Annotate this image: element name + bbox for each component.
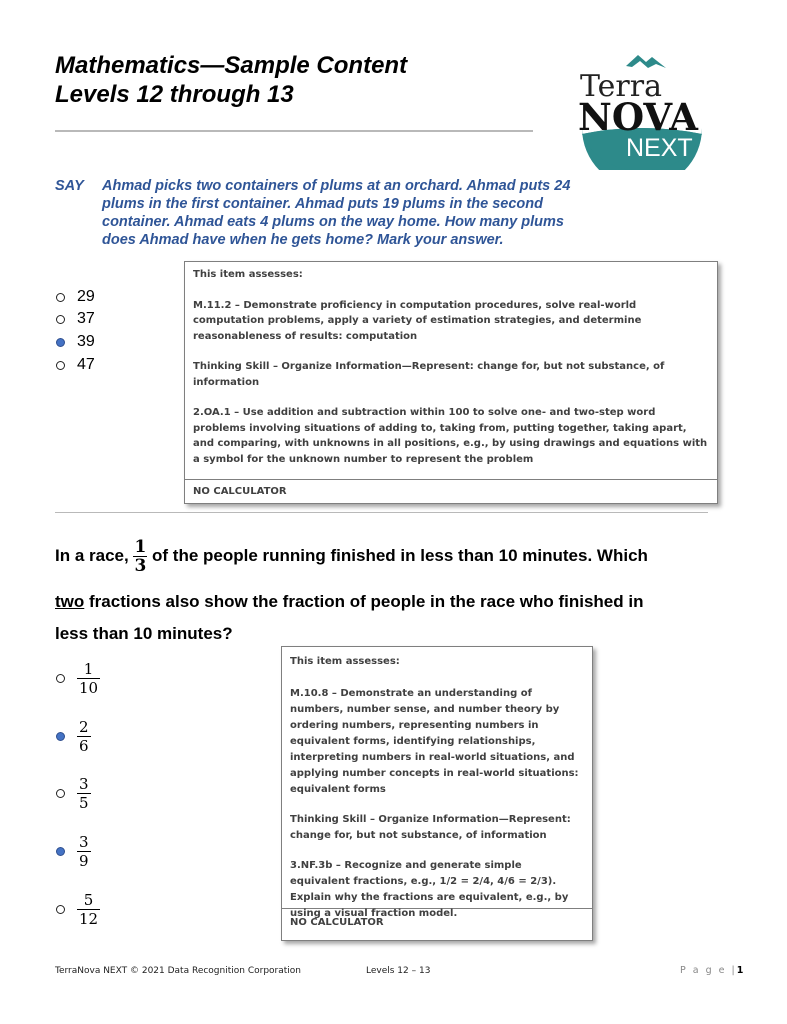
radio-filled-icon[interactable] — [56, 732, 65, 741]
calculator-note: NO CALCULATOR — [193, 486, 287, 497]
question-2-line-1 — [55, 538, 648, 575]
terranova-logo — [576, 52, 708, 170]
q2-line2-rest: fractions also show the fraction of people in the race who finished in — [89, 592, 644, 611]
choice-label: 47 — [77, 356, 95, 373]
question-2-line-3: less than 10 minutes? — [55, 624, 233, 643]
radio-empty-icon[interactable] — [56, 674, 65, 683]
choice-2-a[interactable] — [56, 660, 100, 697]
choice-1-d[interactable] — [56, 354, 95, 376]
q2-frac-num: 1 — [134, 537, 147, 557]
frac-den: 9 — [79, 852, 89, 870]
logo-nova: NOVA — [578, 95, 698, 139]
logo-mountain-icon — [626, 55, 666, 68]
footer-copyright: TerraNova NEXT © 2021 Data Recognition Corporation — [55, 966, 301, 976]
choice-2-b[interactable] — [56, 718, 91, 755]
page-number-value: 1 — [736, 965, 744, 976]
q2-frac-den: 3 — [134, 556, 147, 576]
frac-num: 2 — [79, 718, 89, 736]
assess-heading: This item assesses: — [290, 656, 400, 667]
radio-filled-icon[interactable] — [56, 847, 65, 856]
q2-suffix: of the people running finished in less than 10 minutes. Which — [152, 545, 648, 565]
choice-1-c[interactable] — [56, 331, 95, 353]
frac-den: 6 — [79, 737, 89, 755]
choice-2-e[interactable] — [56, 891, 100, 928]
calculator-note: NO CALCULATOR — [290, 917, 384, 928]
assess-common-core: 2.OA.1 – Use addition and subtraction within 100 to solve one- and two-step word problems involving situations of adding to, taking from, putting together, taking apart, and comparing, with unknowns in all positions, e.g., by using drawings and equations with a symbol for the unknown number to represent the problem — [193, 407, 708, 465]
logo-terra: Terra — [580, 69, 663, 104]
choice-fraction — [77, 718, 91, 755]
title-line-1: Mathematics—Sample Content — [55, 52, 408, 79]
choice-label: 29 — [77, 288, 95, 305]
radio-empty-icon[interactable] — [56, 905, 65, 914]
choice-fraction — [77, 833, 91, 870]
frac-num: 1 — [83, 660, 94, 678]
radio-empty-icon[interactable] — [56, 293, 65, 302]
section-divider — [55, 512, 708, 513]
radio-empty-icon[interactable] — [56, 789, 65, 798]
footer-levels: Levels 12 – 13 — [366, 966, 431, 976]
radio-filled-icon[interactable] — [56, 338, 65, 347]
frac-den: 12 — [79, 910, 99, 928]
choice-fraction — [77, 660, 100, 697]
assessment-box-2 — [281, 646, 593, 941]
page-label: P a g e | — [680, 965, 737, 976]
frac-num: 5 — [83, 891, 94, 909]
choice-fraction — [77, 891, 100, 928]
assess-standard: M.11.2 – Demonstrate proficiency in computation procedures, solve real-world computation problems, apply a variety of estimation strategies, and determine reasonableness of results: computation — [193, 299, 642, 342]
choice-fraction — [77, 775, 91, 812]
page-title — [55, 51, 407, 109]
choice-1-a[interactable] — [56, 286, 95, 308]
question-1-text: Ahmad picks two containers of plums at an orchard. Ahmad puts 24 plums in the first container. Ahmad puts 19 plums in the second container. Ahmad eats 4 plums on the way home. How many plums does Ahmad have when he gets home? Mark your answer. — [102, 178, 571, 248]
assess-skill: Thinking Skill – Organize Information—Represent: change for, but not substance, of information — [193, 361, 665, 388]
radio-empty-icon[interactable] — [56, 361, 65, 370]
say-label: SAY — [55, 178, 84, 194]
q2-prefix: In a race, — [55, 545, 129, 565]
choice-2-c[interactable] — [56, 775, 91, 812]
header-divider — [55, 130, 533, 132]
page-number — [680, 965, 743, 976]
assess-standard: M.10.8 – Demonstrate an understanding of numbers, number sense, and number theory by ordering numbers, representing numbers in equivalent forms, identifying relationships, interpreting numbers in real-world situations, and applying number concepts in real-world situations: equivalent forms — [290, 688, 579, 795]
title-line-2: Levels 12 through 13 — [55, 81, 294, 108]
q2-underlined: two — [55, 592, 85, 611]
q2-fraction — [133, 538, 147, 575]
choice-label: 39 — [77, 333, 95, 350]
assess-common-core: 3.NF.3b – Recognize and generate simple equivalent fractions, e.g., 1/2 = 2/4, 4/6 = 2/3). Explain why the fractions are equivalent, e.g., by using a visual fraction model. — [290, 860, 569, 919]
frac-den: 5 — [79, 794, 89, 812]
choice-2-d[interactable] — [56, 833, 91, 870]
logo-next: NEXT — [626, 134, 693, 162]
assessment-box-1 — [184, 261, 718, 504]
frac-den: 10 — [79, 679, 99, 697]
frac-num: 3 — [79, 833, 89, 851]
choice-label: 37 — [77, 310, 95, 327]
choice-1-b[interactable] — [56, 308, 95, 330]
question-2-line-2 — [55, 592, 643, 612]
assess-skill: Thinking Skill – Organize Information—Represent: change for, but not substance, of information — [290, 814, 571, 841]
frac-num: 3 — [79, 775, 89, 793]
assess-heading: This item assesses: — [193, 269, 303, 280]
question-1 — [55, 177, 600, 249]
radio-empty-icon[interactable] — [56, 315, 65, 324]
